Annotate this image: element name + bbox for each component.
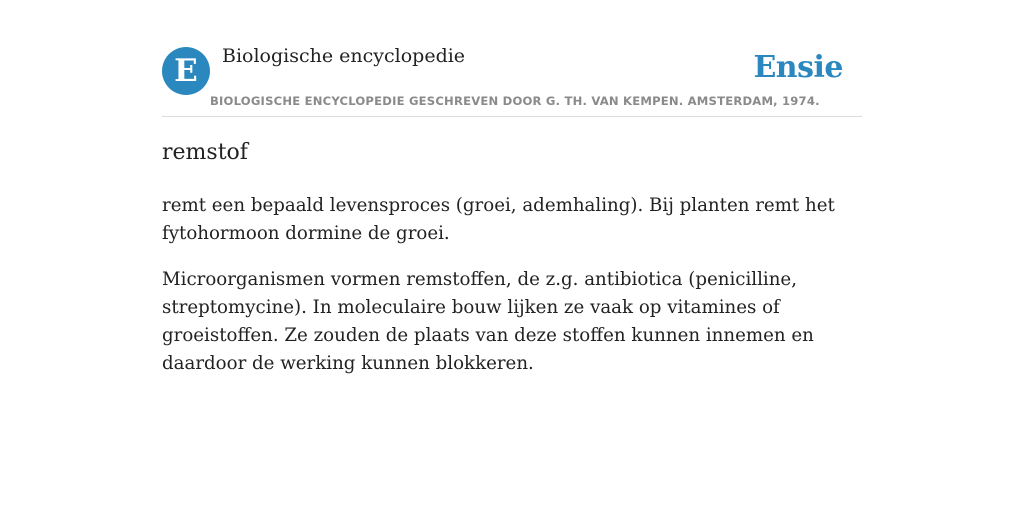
source-logo[interactable]: E [162,47,210,95]
entry-paragraph-2: Microorganismen vormen remstoffen, de z.g. antibiotica (penicilline, streptomycine). In moleculaire bouw lijken ze vaak op vitamines of groeistoffen. Ze zouden de plaats van deze stoffen kunnen innemen en daardoor de werking kunnen blokkeren. [162,269,814,374]
entry-content [162,192,862,396]
entry-headword: remstof [162,140,248,165]
ensie-brand-logo[interactable]: Ensie [753,50,843,85]
entry-paragraph-1: remt een bepaald levensproces (groei, ademhaling). Bij planten remt het fytohormoon dormine de groei. [162,195,835,244]
source-title-link[interactable]: Biologische encyclopedie [222,45,466,67]
source-description: BIOLOGISCHE ENCYCLOPEDIE GESCHREVEN DOOR G. TH. VAN KEMPEN. AMSTERDAM, 1974. [210,94,820,108]
source-header [162,44,862,117]
